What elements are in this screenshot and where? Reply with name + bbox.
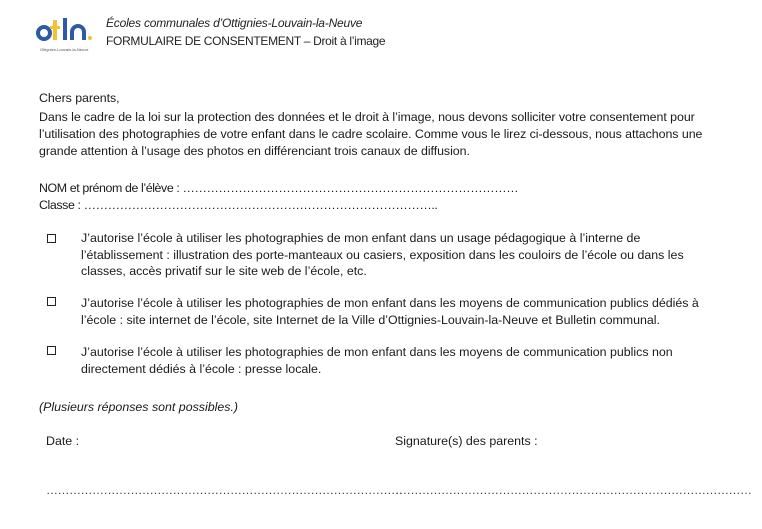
date-label: Date : [46, 434, 80, 448]
document-header [36, 14, 736, 54]
school-name: Écoles communales d’Ottignies-Louvain-la-Neuve [106, 16, 363, 30]
option-1-line-2: l’établissement : illustration des porte-manteaux ou casiers, exposition dans les couloirs de l’école ou dans les [81, 247, 684, 262]
multiple-answers-note: (Plusieurs réponses sont possibles.) [39, 400, 239, 414]
option-2-line-2: l’école : site internet de l’école, site Internet de la Ville d’Ottignies-Louvain-la-Neuve et Bulletin communal. [81, 312, 660, 327]
parents-signature-line[interactable]: ………………………………………………………………………………… [395, 483, 752, 497]
option-2-line-1: J’autorise l’école à utiliser les photographies de mon enfant dans les moyens de communication publics dédiés à [81, 296, 699, 310]
intro-line-3: grande attention à l’usage des photos en différenciant trois canaux de diffusion. [39, 144, 470, 158]
option-1-checkbox[interactable] [47, 234, 56, 243]
ottignies-lln-logo-icon [36, 14, 98, 54]
intro-line-2: l’utilisation des photographies de votre enfant dans le cadre scolaire. Comme vous le lirez ci-dessous, nous attachons une [39, 127, 703, 141]
option-2-checkbox[interactable] [47, 297, 56, 306]
intro-line-1: Dans le cadre de la loi sur la protection des données et le droit à l’image, nous devons solliciter votre consentement pour [39, 110, 695, 124]
parents-signature-label: Signature(s) des parents : [395, 434, 538, 448]
logo-caption: Ottignies-Louvain-la-Neuve [40, 47, 89, 52]
greeting: Chers parents, [39, 91, 120, 105]
option-1-line-3: classes, accès privatif sur le site web de l’école, etc. [81, 264, 367, 278]
date-line[interactable]: ………………………………………………………………………………… [46, 483, 403, 497]
option-3-line-2: directement dédiés à l’école : presse locale. [81, 361, 322, 376]
form-title: FORMULAIRE DE CONSENTEMENT – Droit à l’image [106, 34, 386, 48]
student-name-field[interactable]: NOM et prénom de l’élève : ………………………………………………………………………… [39, 181, 519, 195]
option-3-line-1: J’autorise l’école à utiliser les photographies de mon enfant dans les moyens de communication publics non [81, 345, 673, 359]
option-1-line-1: J’autorise l’école à utiliser les photographies de mon enfant dans un usage pédagogique à l’interne de [81, 231, 641, 245]
option-3-checkbox[interactable] [47, 346, 56, 355]
class-field[interactable]: Classe : …………………………………………………………………………….. [39, 198, 438, 212]
